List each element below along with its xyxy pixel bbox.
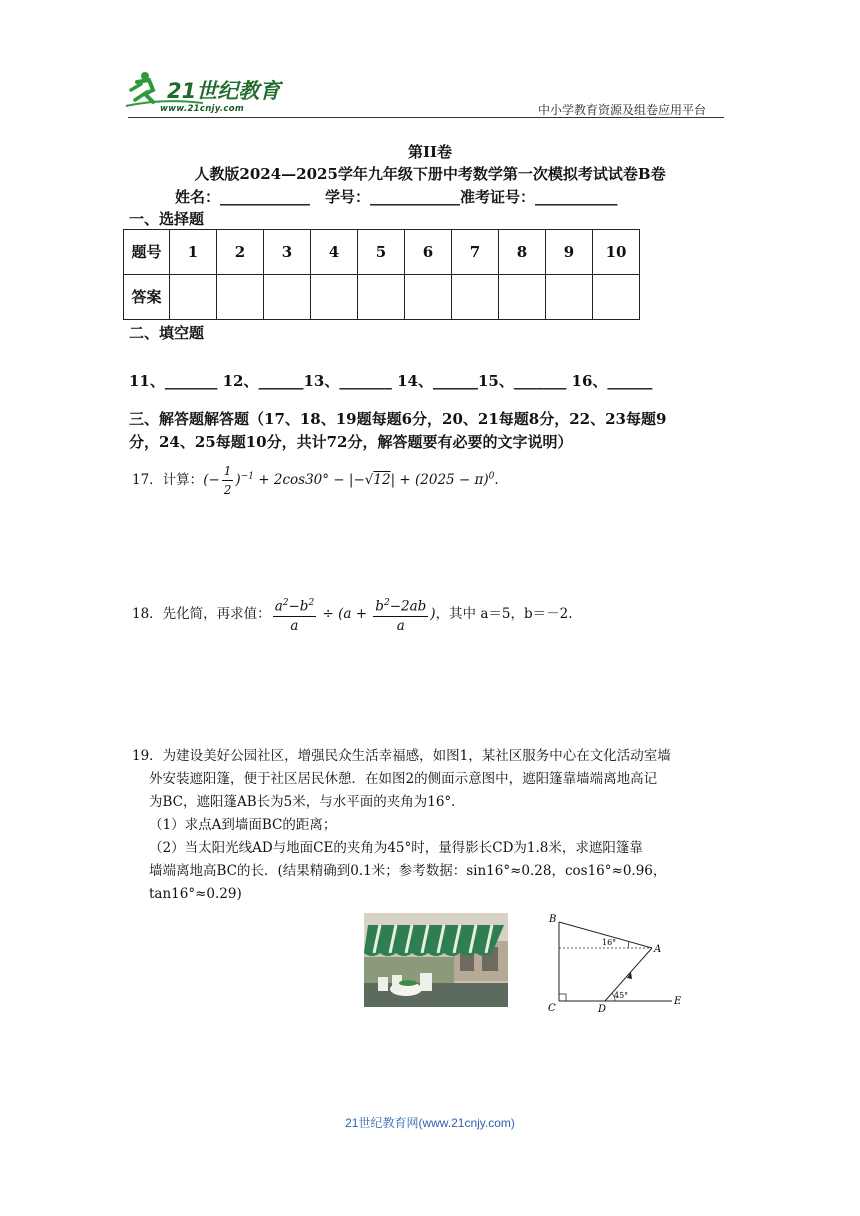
q19-line: tan16°≈0.29)	[149, 886, 242, 902]
section3-title-line2: 分，24、25每题10分，共计72分，解答题要有必要的文字说明）	[129, 433, 573, 451]
question-number: 7	[452, 230, 499, 275]
answer-cell[interactable]	[358, 275, 405, 320]
section3-title-line1: 三、解答题解答题（17、18、19题每题6分，20、21每题8分，22、23每题9	[129, 410, 667, 428]
paper-title: 人教版2024—2025学年九年级下册中考数学第一次模拟考试试卷B卷	[194, 165, 666, 183]
q19-line: （2）当太阳光线AD与地面CE的夹角为45°时，量得影长CD为1.8米，求遮阳篷靠	[149, 840, 643, 856]
q17-prefix: 17．计算：	[132, 472, 204, 488]
table-row	[124, 275, 640, 320]
q19-line: 外安装遮阳篷，便于社区居民休憩．在如图2的侧面示意图中，遮阳篷靠墙端离地高记	[149, 771, 658, 787]
question-number: 1	[170, 230, 217, 275]
q18-expression: $\frac{a^2-b^2}{a}$ ÷ (a + $\frac{b^2-2ab}{a}$ )	[271, 606, 436, 622]
answer-cell[interactable]	[170, 275, 217, 320]
answer-cell[interactable]	[405, 275, 452, 320]
row-label-number: 题号	[124, 230, 170, 275]
question-number: 5	[358, 230, 405, 275]
question-19	[132, 745, 732, 906]
answer-cell[interactable]	[499, 275, 546, 320]
answer-cell[interactable]	[217, 275, 264, 320]
volume-label: 第II卷	[407, 143, 453, 161]
geometry-diagram	[542, 912, 692, 1018]
question-number: 9	[546, 230, 593, 275]
q19-line: 墙端离地高BC的长．(结果精确到0.1米；参考数据：sin16°≈0.28，cos16°≈0.96，	[149, 863, 667, 879]
fill-blank-line: 11、_______ 12、______13、_______ 14、______15、_______ 16、______	[129, 372, 653, 390]
header-divider	[128, 117, 724, 118]
question-number: 10	[593, 230, 640, 275]
q19-line: 为BC，遮阳篷AB长为5米，与水平面的夹角为16°．	[149, 794, 465, 810]
q19-line: 19．为建设美好公园社区，增强民众生活幸福感，如图1，某社区服务中心在文化活动室墙	[132, 748, 671, 764]
header-right-text: 中小学教育资源及组卷应用平台	[538, 103, 707, 117]
student-fields: 姓名：____________ 学号：____________准考证号：___________	[175, 188, 618, 206]
row-label-answer: 答案	[124, 275, 170, 320]
logo-url: www.21cnjy.com	[160, 104, 244, 114]
footer-link[interactable]: 21世纪教育网(www.21cnjy.com)	[345, 1116, 515, 1130]
answer-cell[interactable]	[593, 275, 640, 320]
q18-suffix: ，其中 a＝5，b＝－2.	[435, 605, 573, 622]
angle-45-label: 45°	[614, 991, 629, 1000]
question-number: 3	[264, 230, 311, 275]
section2-title: 二、填空题	[129, 324, 205, 342]
angle-16-label: 16°	[602, 938, 617, 947]
label-C: C	[548, 1003, 556, 1014]
answer-cell[interactable]	[311, 275, 358, 320]
question-number: 2	[217, 230, 264, 275]
answer-cell[interactable]	[264, 275, 311, 320]
label-E: E	[674, 996, 682, 1007]
q19-line: （1）求点A到墙面BC的距离；	[149, 817, 337, 833]
question-number: 6	[405, 230, 452, 275]
question-17	[132, 462, 499, 499]
table-row	[124, 230, 640, 275]
question-number: 4	[311, 230, 358, 275]
label-B: B	[549, 914, 557, 925]
answer-table	[123, 229, 640, 320]
question-number: 8	[499, 230, 546, 275]
logo-text: 21世纪教育	[167, 79, 281, 103]
q18-prefix: 18．先化简，再求值：	[132, 605, 271, 622]
label-A: A	[654, 944, 662, 955]
answer-cell[interactable]	[452, 275, 499, 320]
question-18	[132, 594, 573, 635]
q17-expression: (− $\frac{1}{2}$ )$^{-1} + 2\cos 30^\circ - |-√12| + (2025 - \pi)^0$.	[203, 464, 499, 497]
section1-title: 一、选择题	[129, 210, 205, 228]
awning-photo	[364, 913, 508, 1007]
label-D: D	[598, 1004, 607, 1015]
answer-cell[interactable]	[546, 275, 593, 320]
